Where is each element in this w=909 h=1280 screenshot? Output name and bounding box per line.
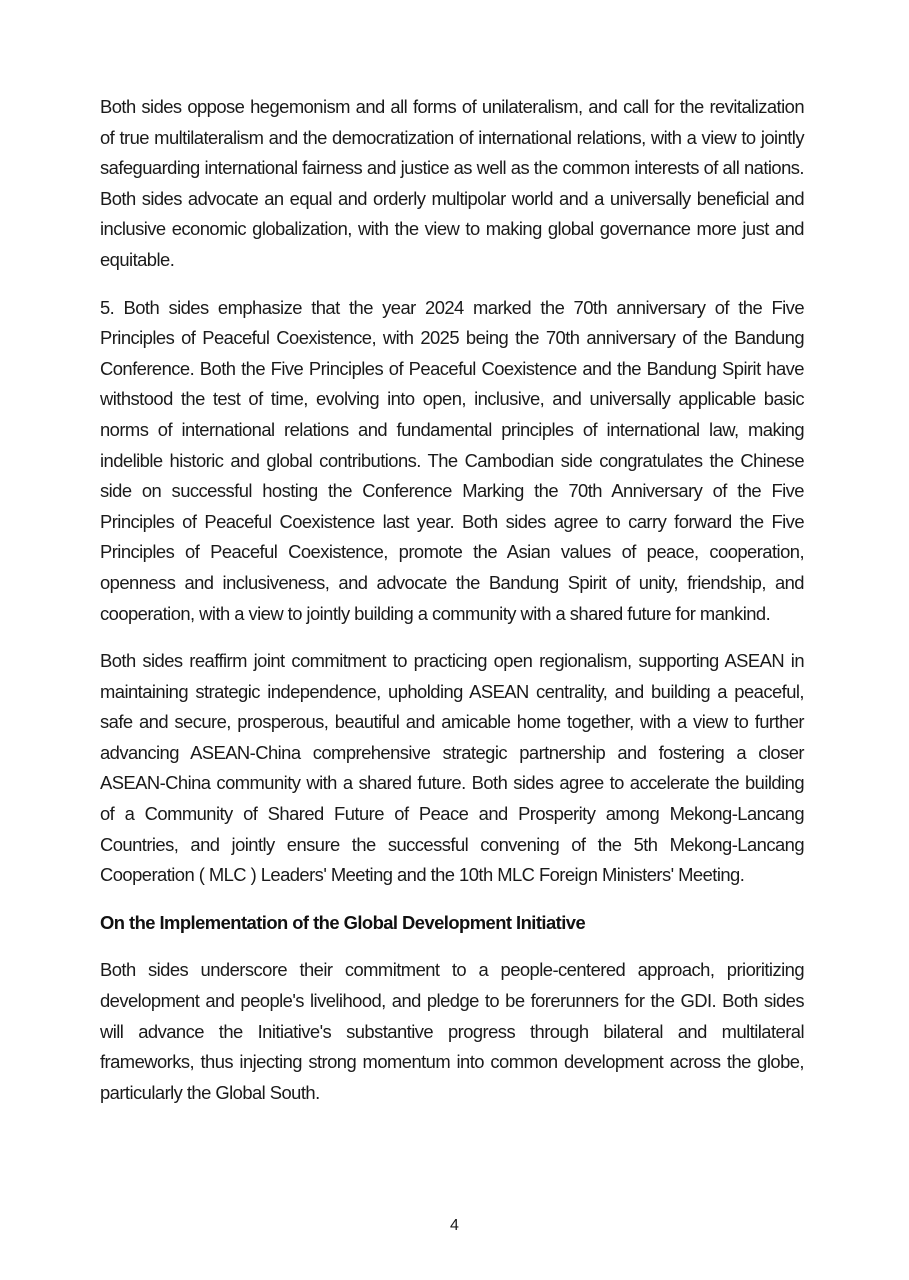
page-number: 4	[450, 1217, 459, 1234]
paragraph-multilateralism: Both sides oppose hegemonism and all forms of unilateralism, and call for the revitalization of true multilateralism and the democratization of international relations, with a view to jointly safeguarding international fairness and justice as well as the common interests of all nations. Both sides advocate an equal and orderly multipolar world and a universally beneficial and inclusive economic globalization, with the view to making global governance more just and equitable.	[100, 96, 804, 270]
paragraph-gdi-commitment: Both sides underscore their commitment to a people-centered approach, prioritizing development and people's livelihood, and pledge to be forerunners for the GDI. Both sides will advance the Initiative's substantive progress through bilateral and multilateral frameworks, thus injecting strong momentum into common development across the globe, particularly the Global South.	[100, 959, 804, 1103]
section-heading-gdi: On the Implementation of the Global Development Initiative	[100, 911, 586, 933]
document-page-body	[100, 92, 804, 1125]
paragraph-five-principles: 5. Both sides emphasize that the year 2024 marked the 70th anniversary of the Five Principles of Peaceful Coexistence, with 2025 being the 70th anniversary of the Bandung Conference. Both the Five Principles of Peaceful Coexistence and the Bandung Spirit have withstood the test of time, evolving into open, inclusive, and universally applicable basic norms of international relations and fundamental principles of international law, making indelible historic and global contributions. The Cambodian side congratulates the Chinese side on successful hosting the Conference Marking the 70th Anniversary of the Five Principles of Peaceful Coexistence last year. Both sides agree to carry forward the Five Principles of Peaceful Coexistence, promote the Asian values of peace, cooperation, openness and inclusiveness, and advocate the Bandung Spirit of unity, friendship, and cooperation, with a view to jointly building a community with a shared future for mankind.	[100, 296, 804, 624]
paragraph-asean-regionalism: Both sides reaffirm joint commitment to practicing open regionalism, supporting ASEAN in maintaining strategic independence, upholding ASEAN centrality, and building a peaceful, safe and secure, prosperous, beautiful and amicable home together, with a view to further advancing ASEAN-China comprehensive strategic partnership and fostering a closer ASEAN-China community with a shared future. Both sides agree to accelerate the building of a Community of Shared Future of Peace and Prosperity among Mekong-Lancang Countries, and jointly ensure the successful convening of the 5th Mekong-Lancang Cooperation ( MLC ) Leaders' Meeting and the 10th MLC Foreign Ministers' Meeting.	[100, 650, 804, 886]
